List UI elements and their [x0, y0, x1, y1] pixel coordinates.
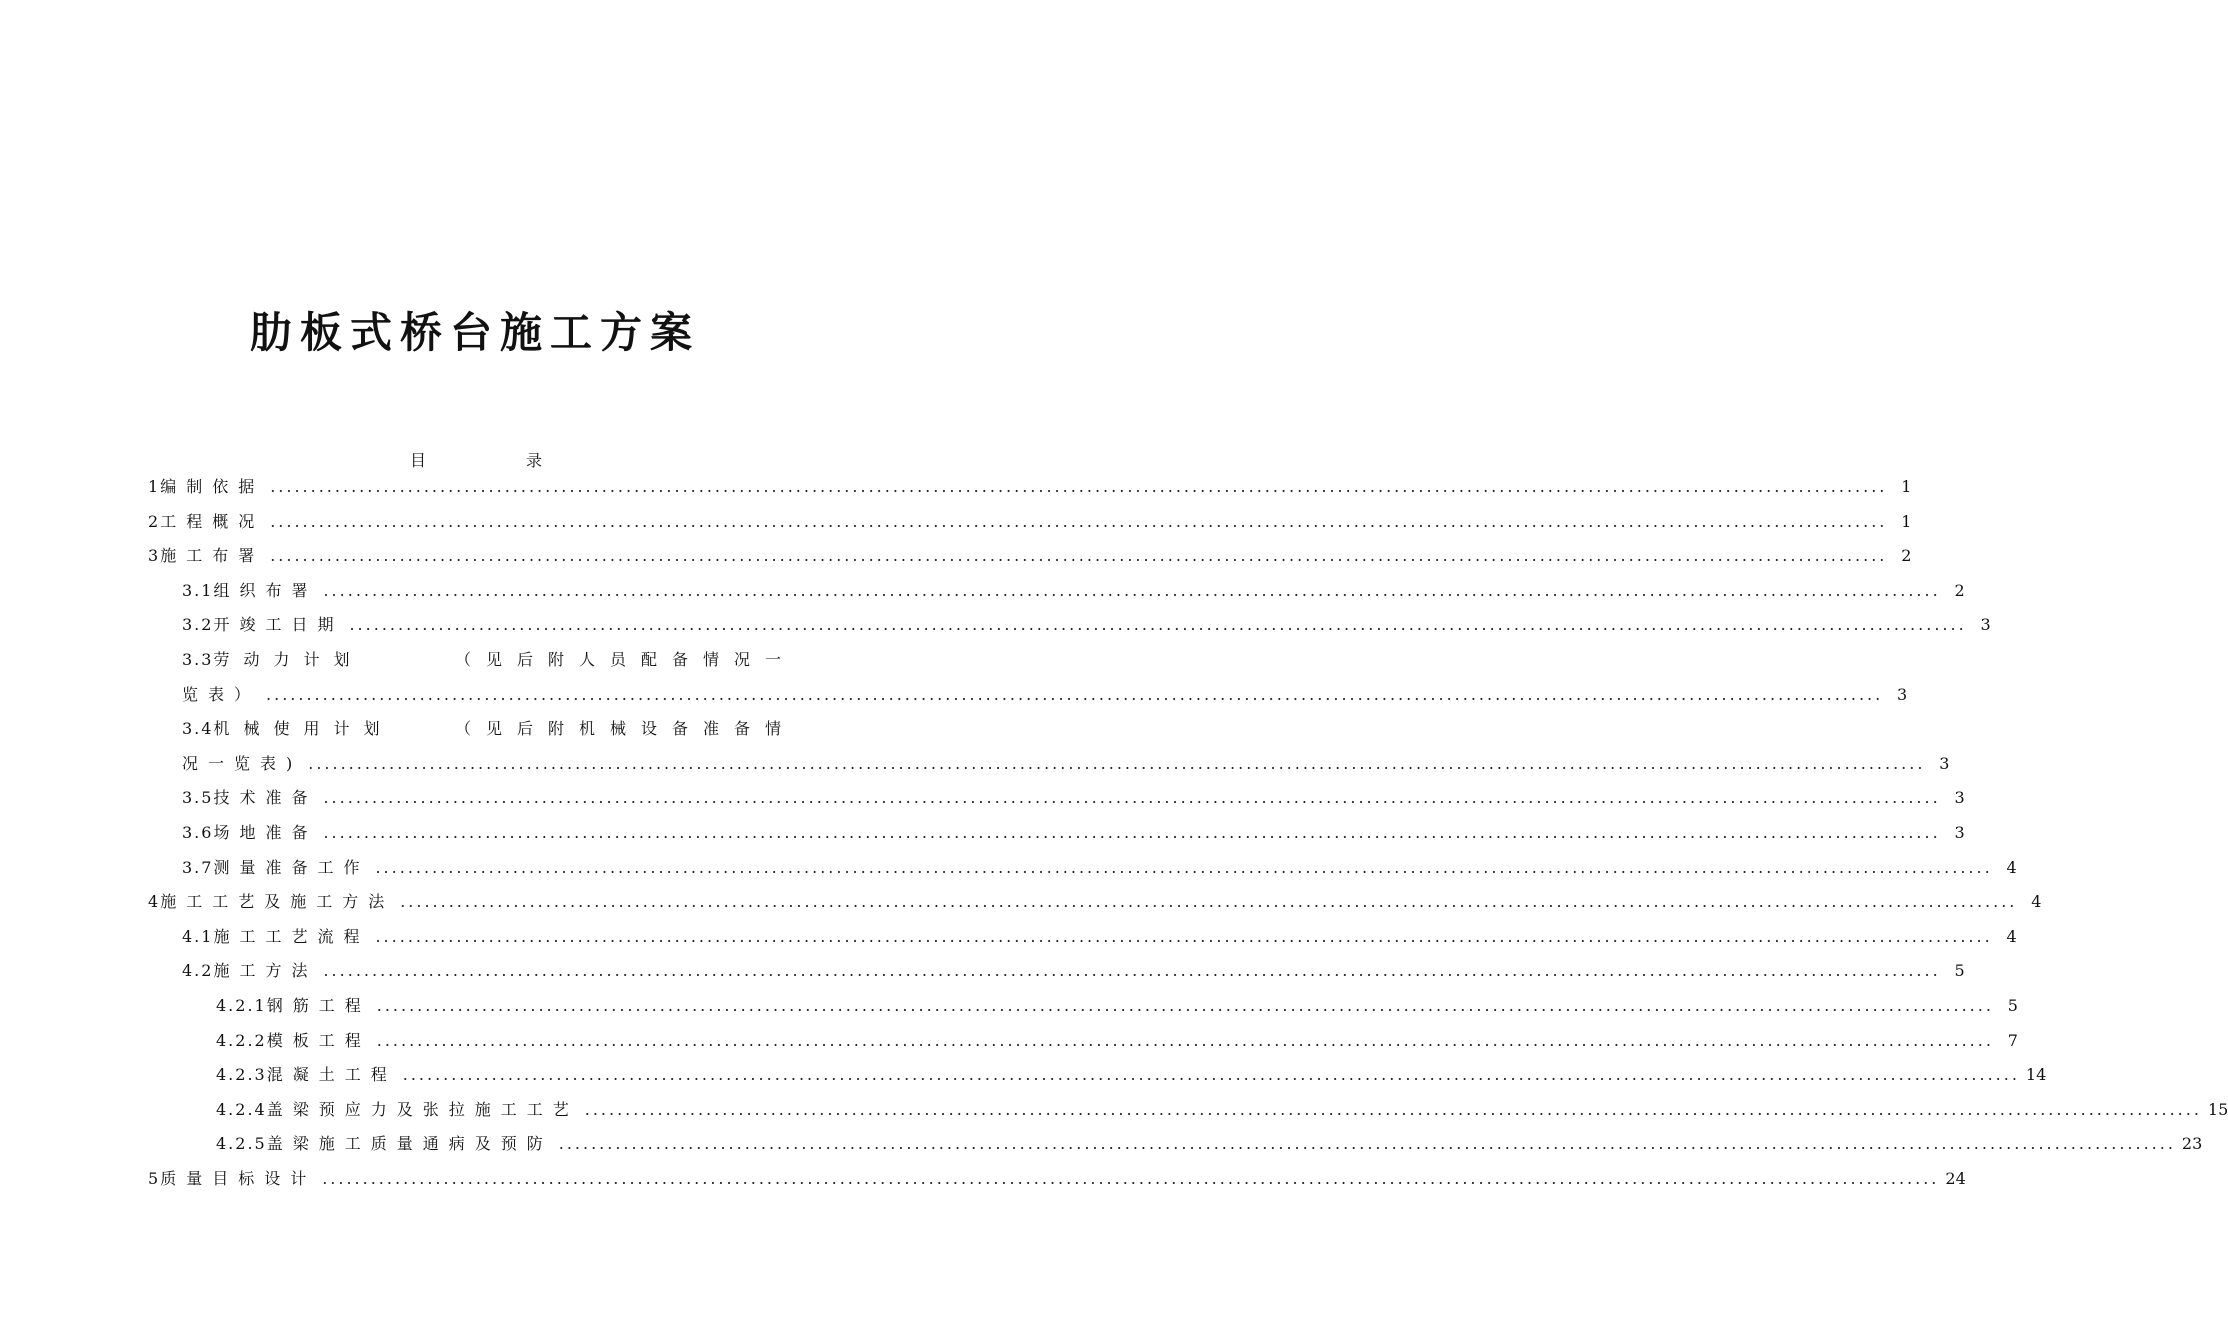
toc-page-number: 3 — [1954, 788, 1965, 808]
toc-entry-label — [182, 781, 317, 816]
toc-entry-note-cont: 况一览表) — [182, 753, 303, 773]
toc-page-number: 3 — [1897, 684, 1908, 704]
toc-entry-number: 1 — [148, 477, 161, 496]
toc-entry-number: 3.2 — [182, 615, 214, 635]
toc-entry[interactable] — [148, 1024, 2018, 1059]
toc-page-number: 7 — [2007, 1030, 2018, 1050]
document-title: 肋板式桥台施工方案 — [249, 308, 700, 357]
toc-leader-dots: ........................................................................................................................................................................................................ — [308, 753, 1926, 773]
toc-entry-label — [148, 885, 394, 920]
toc-entry-number: 3.3 — [182, 649, 214, 669]
toc-entry-label — [148, 505, 264, 540]
toc-page-number: 3 — [1954, 822, 1965, 842]
toc-entry-note: （见后附人员配备情况一 — [454, 649, 796, 669]
toc-entry[interactable] — [148, 781, 1965, 816]
toc-page-number: 24 — [1945, 1168, 1966, 1188]
toc-entry[interactable] — [148, 608, 1991, 643]
toc-page-number: 4 — [2031, 892, 2042, 912]
toc-entry-text: 工程概况 — [160, 511, 265, 531]
toc-entry-text: 场地准备 — [213, 822, 318, 842]
toc-entry-number: 3.4 — [182, 719, 214, 739]
toc-entry[interactable] — [148, 989, 2018, 1024]
toc-entry[interactable] — [148, 712, 796, 747]
toc-leader-dots: ........................................................................................................................................................................................................ — [375, 857, 1993, 877]
toc-entry[interactable] — [148, 1162, 1966, 1197]
toc-entry[interactable] — [148, 1127, 2203, 1162]
toc-leader-dots: ........................................................................................................................................................................................................ — [270, 477, 1888, 496]
toc-entry-number: 4.2.5 — [216, 1134, 267, 1154]
toc-page-number: 1 — [1901, 477, 1912, 496]
toc-heading-char-2: 录 — [526, 451, 543, 470]
toc-leader-dots: ........................................................................................................................................................................................................ — [584, 1099, 2202, 1119]
toc-entry-number: 4.2.4 — [216, 1099, 267, 1119]
toc-entry[interactable] — [148, 920, 2017, 955]
toc-page-number: 3 — [1939, 753, 1950, 773]
toc-entry[interactable] — [148, 470, 1912, 505]
toc-page-number: 2 — [1901, 546, 1912, 566]
toc-entry[interactable] — [148, 851, 2017, 886]
toc-entry[interactable] — [148, 816, 1965, 851]
toc-entry-label — [216, 1058, 397, 1093]
toc-page-number: 14 — [2025, 1065, 2047, 1085]
toc-entry[interactable] — [148, 885, 2042, 920]
toc-leader-dots: ........................................................................................................................................................................................................ — [376, 995, 1994, 1015]
toc-entry-label — [216, 989, 371, 1024]
toc-leader-dots: ........................................................................................................................................................................................................ — [558, 1134, 2176, 1154]
toc-entry-label — [182, 608, 343, 643]
toc-leader-dots: ........................................................................................................................................................................................................ — [270, 511, 1888, 531]
toc-entry-text: 开竣工日期 — [213, 615, 344, 635]
toc-entry[interactable] — [148, 643, 796, 678]
toc-page-number: 2 — [1954, 580, 1965, 600]
toc-entry-continuation — [148, 747, 1950, 782]
toc-leader-dots: ........................................................................................................................................................................................................ — [323, 788, 1941, 808]
toc-entry-continuation — [148, 678, 1908, 713]
toc-entry-number: 3 — [148, 546, 161, 566]
toc-entry-label — [148, 470, 264, 505]
toc-entry[interactable] — [148, 1093, 2228, 1128]
toc-leader-dots: ........................................................................................................................................................................................................ — [375, 926, 1993, 946]
toc-entry-label — [216, 1127, 553, 1162]
toc-entry-label — [182, 920, 369, 955]
table-of-contents — [148, 470, 2228, 1196]
toc-page-number: 15 — [2207, 1099, 2228, 1119]
toc-leader-dots: ........................................................................................................................................................................................................ — [270, 546, 1888, 566]
toc-entry-text: 编制依据 — [160, 477, 265, 496]
toc-entry-label — [216, 1093, 579, 1128]
toc-entry-label — [182, 816, 317, 851]
toc-entry-text: 组织布署 — [213, 580, 318, 600]
toc-entry[interactable] — [148, 954, 1965, 989]
toc-entry-text: 施工工艺流程 — [213, 926, 370, 946]
toc-heading-char-1: 目 — [410, 451, 427, 470]
toc-entry-number: 4 — [148, 892, 161, 912]
toc-leader-dots: ........................................................................................................................................................................................................ — [322, 1168, 1940, 1188]
toc-leader-dots: ........................................................................................................................................................................................................ — [349, 615, 1967, 635]
toc-entry-label — [182, 643, 455, 678]
toc-entry-number: 4.2.3 — [216, 1065, 267, 1085]
toc-page-number: 1 — [1901, 511, 1912, 531]
toc-entry[interactable] — [148, 1058, 2047, 1093]
toc-leader-dots: ........................................................................................................................................................................................................ — [323, 822, 1941, 842]
toc-entry[interactable] — [148, 574, 1965, 609]
toc-entry-text: 质量目标设计 — [160, 1168, 317, 1188]
toc-entry-label — [182, 712, 455, 747]
toc-entry-text: 施工布署 — [160, 546, 265, 566]
toc-page-number: 4 — [2006, 857, 2017, 877]
toc-entry-number: 5 — [148, 1168, 161, 1188]
toc-entry-label — [182, 851, 369, 886]
toc-entry-text: 测量准备工作 — [213, 857, 370, 877]
toc-page-number: 23 — [2181, 1134, 2203, 1154]
toc-leader-dots: ........................................................................................................................................................................................................ — [376, 1030, 1994, 1050]
toc-entry-number: 3.1 — [182, 580, 214, 600]
toc-entry-number: 4.2.2 — [216, 1030, 267, 1050]
toc-entry-note: （见后附机械设备准备情 — [454, 719, 796, 739]
toc-entry-number: 4.2.1 — [216, 995, 267, 1015]
toc-entry[interactable] — [148, 539, 1912, 574]
toc-page-number: 4 — [2006, 926, 2017, 946]
toc-entry-number: 4.2 — [182, 961, 214, 981]
toc-page-number: 5 — [2007, 995, 2018, 1015]
toc-entry-label — [182, 954, 317, 989]
toc-entry-text: 模板工程 — [266, 1030, 371, 1050]
toc-leader-dots: ........................................................................................................................................................................................................ — [323, 961, 1941, 981]
toc-entry-text: 盖梁施工质量通病及预防 — [266, 1134, 553, 1154]
toc-entry-text: 劳动力计划 — [213, 649, 364, 669]
toc-leader-dots: ........................................................................................................................................................................................................ — [402, 1065, 2020, 1085]
toc-entry-label — [182, 574, 317, 609]
toc-entry-number: 3.6 — [182, 822, 214, 842]
toc-entry-text: 钢筋工程 — [266, 995, 371, 1015]
toc-page-number: 5 — [1954, 961, 1965, 981]
toc-entry-text: 混凝土工程 — [266, 1065, 397, 1085]
toc-entry-text: 机械使用计划 — [213, 719, 394, 739]
toc-entry-number: 4.1 — [182, 926, 214, 946]
toc-entry-number: 3.7 — [182, 857, 214, 877]
toc-entry-text: 盖梁预应力及张拉施工工艺 — [266, 1099, 579, 1119]
toc-entry-text: 施工工艺及施工方法 — [160, 892, 395, 912]
toc-leader-dots: ........................................................................................................................................................................................................ — [400, 892, 2018, 912]
toc-entry-number: 3.5 — [182, 788, 214, 808]
toc-entry-text: 施工方法 — [213, 961, 318, 981]
toc-entry[interactable] — [148, 505, 1912, 540]
toc-leader-dots: ........................................................................................................................................................................................................ — [266, 684, 1884, 704]
toc-leader-dots: ........................................................................................................................................................................................................ — [323, 580, 1941, 600]
toc-entry-label — [148, 539, 264, 574]
toc-entry-text: 技术准备 — [213, 788, 318, 808]
toc-page-number: 3 — [1980, 615, 1991, 635]
toc-entry-number: 2 — [148, 511, 161, 531]
toc-entry-label — [148, 1162, 316, 1197]
toc-entry-note-cont: 览表） — [182, 684, 261, 704]
toc-entry-label — [216, 1024, 371, 1059]
